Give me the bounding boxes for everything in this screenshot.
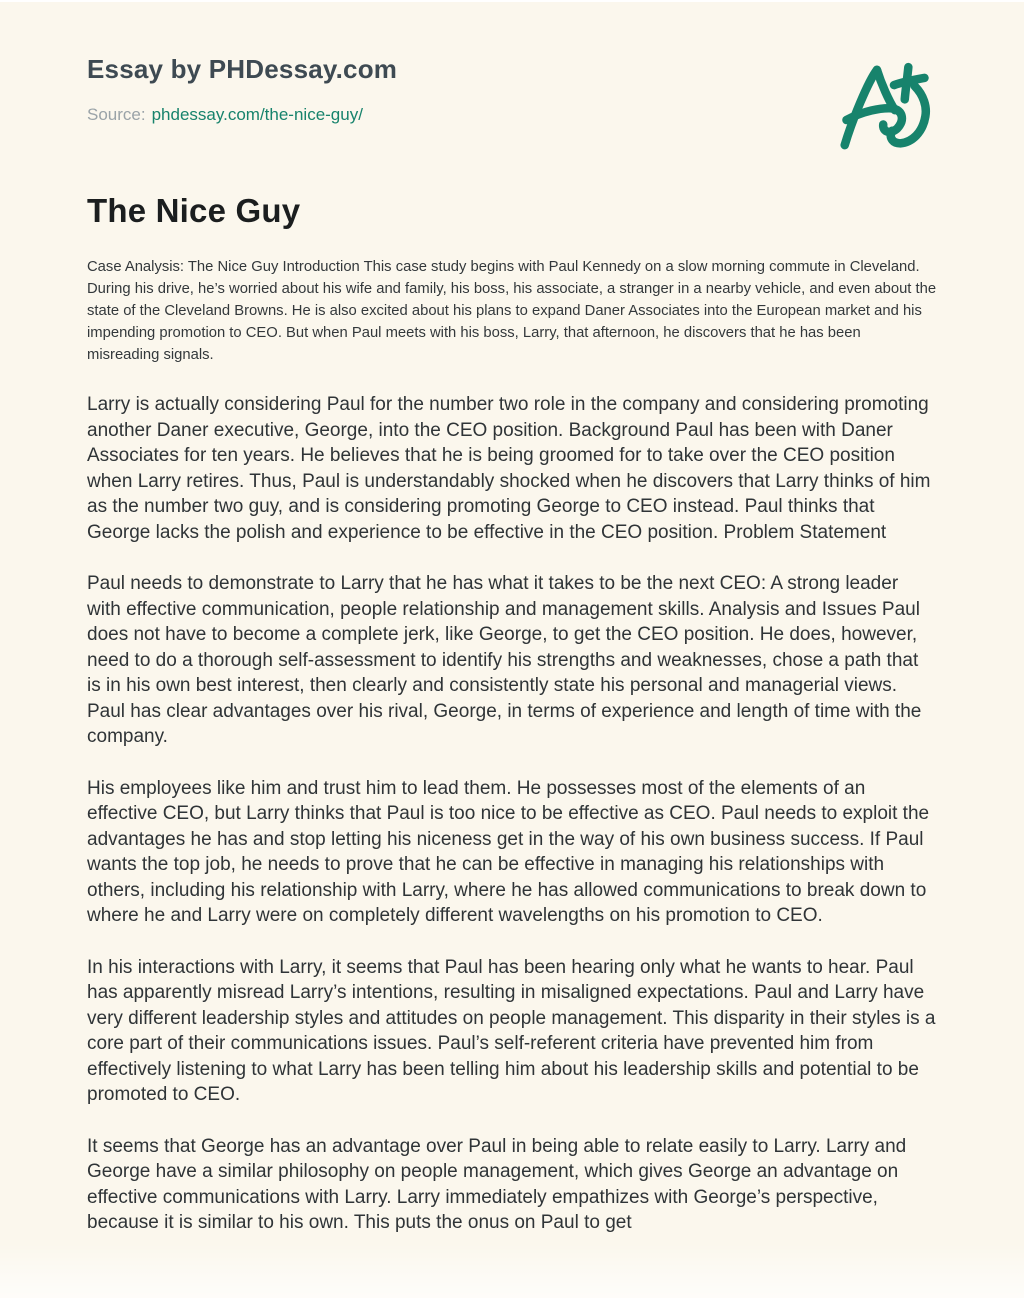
- content-clip: [0, 2, 1024, 1252]
- essay-paragraph-clipped: It seems that George has an advantage over Paul in being able to relate easily to Larry. Larry and George have a similar philosophy on people management, which gives George an advantage on effective communications with Larry. Larry immediately empathizes with George’s perspective, because it is similar to his own. This puts the onus on Paul to get: [87, 1135, 907, 1233]
- brand-title: Essay by PHDessay.com: [87, 54, 398, 84]
- phdessay-a-plus-logo-icon: [825, 52, 937, 154]
- essay-title: The Nice Guy: [87, 192, 301, 229]
- source-label: Source:: [87, 105, 146, 124]
- essay-paragraph: Larry is actually considering Paul for the number two role in the company and considering promoting another Daner executive, George, into the CEO position. Background Paul has been with Daner Associates for ten years. He believes that he is being groomed for to take over the CEO position when Larry retires. Thus, Paul is understandably shocked when he discovers that Larry thinks of him as the number two guy, and is considering promoting George to CEO instead. Paul thinks that George lacks the polish and experience to be effective in the CEO position. Problem Statement: [87, 394, 931, 543]
- content-column: [87, 2, 937, 1236]
- essay-paragraph-intro: Case Analysis: The Nice Guy Introduction This case study begins with Paul Kennedy on a slow morning commute in Cleveland. During his drive, he’s worried about his wife and family, his boss, his associate, a stranger in a nearby vehicle, and even about the state of the Cleveland Browns. He is also excited about his plans to expand Daner Associates into the European market and his impending promotion to CEO. But when Paul meets with his boss, Larry, that afternoon, he discovers that he has been misreading signals.: [87, 259, 937, 363]
- essay-paragraph: In his interactions with Larry, it seems that Paul has been hearing only what he wants to hear. Paul has apparently misread Larry’s intentions, resulting in misaligned expectations. Paul and Larry have very different leadership styles and attitudes on people management. This disparity in their styles is a core part of their communications issues. Paul’s self-referent criteria have prevented him from effectively listening to what Larry has been telling him about his leadership skills and potential to be promoted to CEO.: [87, 956, 936, 1105]
- bottom-fade-overlay: [0, 1244, 1024, 1298]
- essay-paragraph: Paul needs to demonstrate to Larry that he has what it takes to be the next CEO: A strong leader with effective communication, people relationship and management skills. Analysis and Issues Paul does not have to become a complete jerk, like George, to get the CEO position. He does, however, need to do a thorough self-assessment to identify his strengths and weaknesses, chose a path that is in his own best interest, then clearly and consistently state his personal and managerial views. Paul has clear advantages over his rival, George, in terms of experience and length of time with the company.: [87, 573, 922, 747]
- page-header: [87, 50, 937, 164]
- header-left: [87, 50, 397, 125]
- essay-paragraph: His employees like him and trust him to lead them. He possesses most of the elements of an effective CEO, but Larry thinks that Paul is too nice to be effective as CEO. Paul needs to exploit the advantages he has and stop letting his niceness get in the way of his own business success. If Paul wants the top job, he needs to prove that he can be effective in managing his relationships with others, including his relationship with Larry, where he has allowed communications to break down to where he and Larry were on completely different wavelengths on his promotion to CEO.: [87, 777, 930, 926]
- source-line: [87, 105, 397, 125]
- source-link[interactable]: phdessay.com/the-nice-guy/: [151, 105, 363, 124]
